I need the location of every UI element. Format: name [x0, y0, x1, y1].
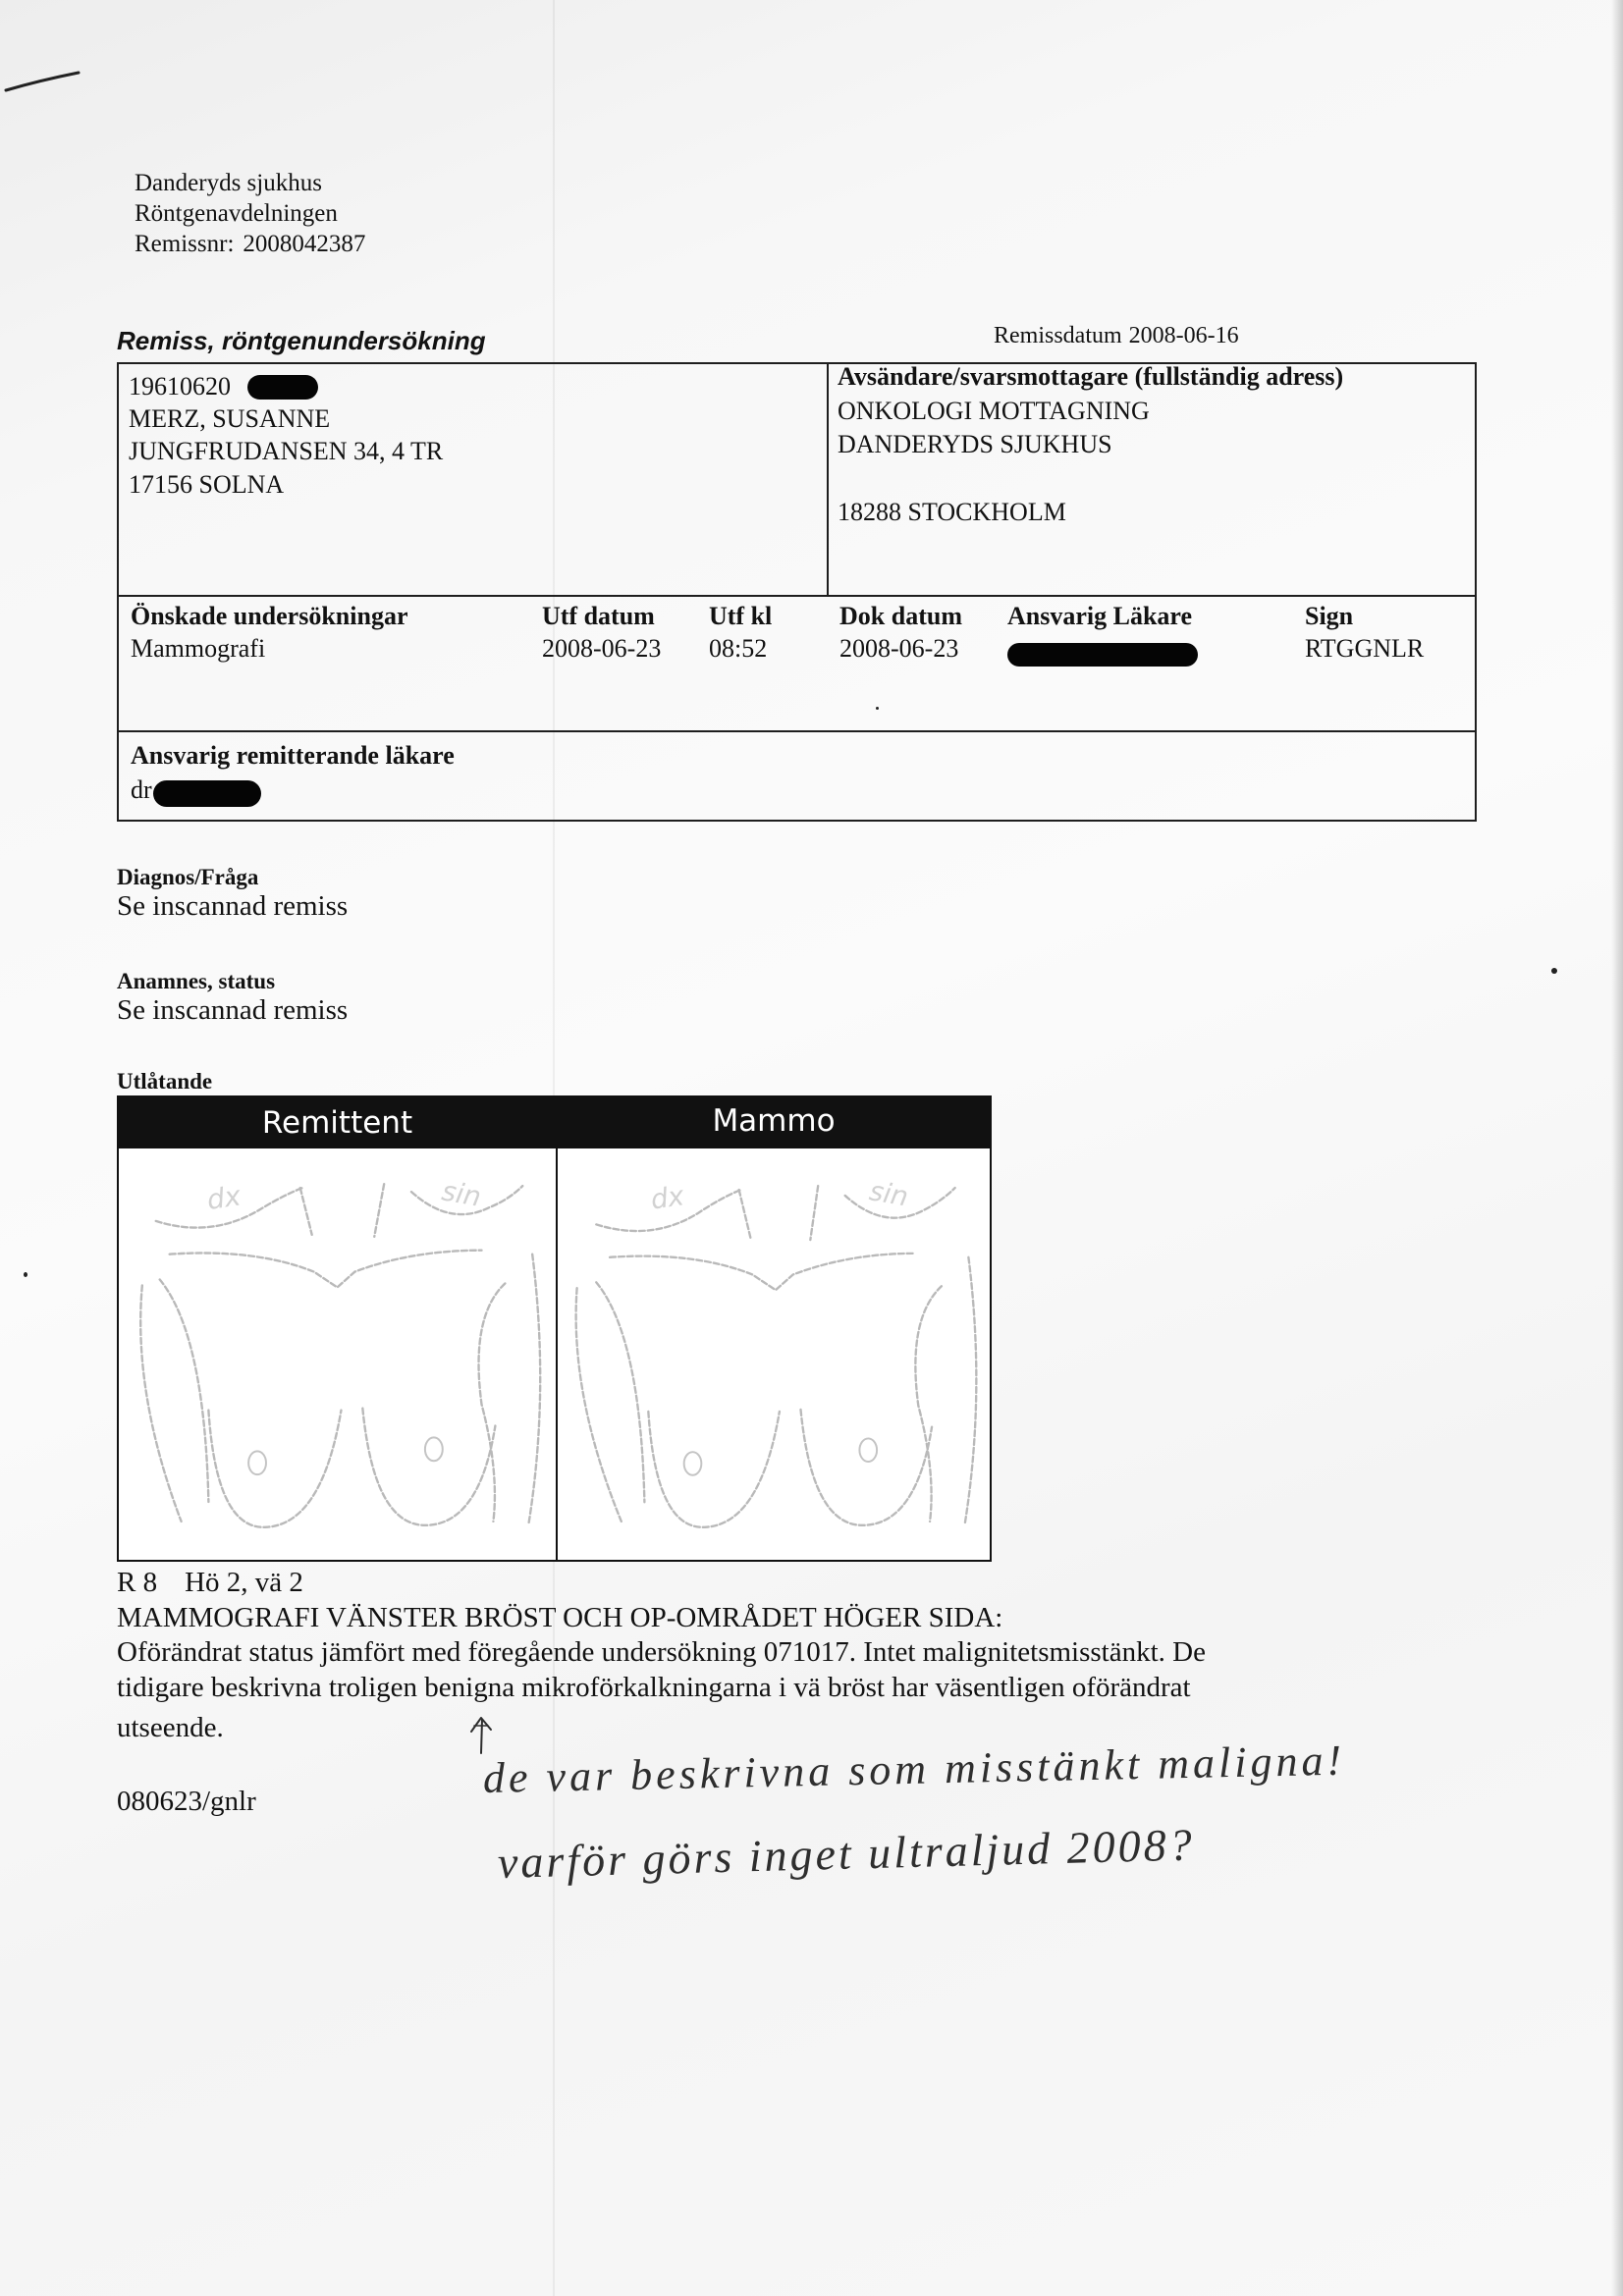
- scan-speck: [24, 1272, 27, 1277]
- referring-doctor-label: Ansvarig remitterande läkare: [131, 741, 455, 770]
- pen-stroke-mark: [0, 59, 88, 98]
- report-rating-line: [117, 1566, 303, 1600]
- left-breast-outline: [801, 1410, 933, 1525]
- chest-line: [610, 1254, 914, 1290]
- utf-kl-value: 08:52: [709, 634, 768, 663]
- redaction-referring-doctor: [153, 780, 261, 807]
- right-arm-inner-line: [596, 1282, 644, 1502]
- sender-heading: Avsändare/svarsmottagare (fullständig adress): [838, 362, 1344, 391]
- side-label-right-breast: dx: [204, 1179, 243, 1216]
- department-name: Röntgenavdelningen: [135, 200, 338, 227]
- utf-kl-label: Utf kl: [709, 602, 773, 630]
- left-arm-outer-line: [964, 1257, 976, 1525]
- remiss-date: [994, 322, 1239, 350]
- remiss-date-label: Remissdatum: [994, 323, 1122, 348]
- side-label-right-breast: dx: [648, 1180, 686, 1216]
- remiss-number: [135, 230, 365, 259]
- scan-speck: [1551, 968, 1557, 974]
- table-divider-row1: [117, 595, 1477, 597]
- right-nipple-mark: [248, 1451, 266, 1474]
- handwritten-note-line1: de var beskrivna som misstänkt maligna!: [482, 1735, 1346, 1802]
- side-label-left-breast: sin: [439, 1174, 484, 1213]
- neck-left-line: [300, 1188, 312, 1235]
- panel-label-mammo: Mammo: [712, 1103, 836, 1139]
- breast-diagram: [117, 1095, 992, 1562]
- table-divider-vertical: [827, 362, 829, 596]
- report-signature: 080623/gnlr: [117, 1786, 256, 1817]
- chest-line: [170, 1251, 482, 1288]
- remiss-date-value: 2008-06-16: [1128, 323, 1239, 348]
- requested-exams-value: Mammografi: [131, 634, 266, 663]
- dok-datum-label: Dok datum: [839, 602, 962, 630]
- right-arm-outer-line: [576, 1288, 622, 1522]
- form-title: Remiss, röntgenundersökning: [117, 326, 486, 355]
- patient-postal: 17156 SOLNA: [129, 470, 285, 499]
- left-arm-inner-line: [915, 1286, 942, 1522]
- sender-postal: 18288 STOCKHOLM: [838, 498, 1066, 526]
- remittent-body-sketch: [119, 1148, 556, 1560]
- redaction-responsible-doctor: [1007, 643, 1198, 667]
- handwritten-arrow-icon: [461, 1712, 501, 1757]
- sender-hospital: DANDERYDS SJUKHUS: [838, 430, 1112, 458]
- left-arm-inner-line: [479, 1283, 506, 1521]
- report-body-line: utseende.: [117, 1712, 224, 1743]
- report-rating: R 8: [117, 1567, 158, 1598]
- sender-department: ONKOLOGI MOTTAGNING: [838, 397, 1150, 425]
- redaction-patient-id: [247, 375, 318, 400]
- anamnes-label: Anamnes, status: [117, 969, 276, 993]
- right-breast-outline: [208, 1411, 341, 1527]
- neck-right-line: [810, 1186, 818, 1240]
- patient-street: JUNGFRUDANSEN 34, 4 TR: [129, 437, 444, 465]
- utf-datum-label: Utf datum: [542, 602, 655, 630]
- dok-datum-value: 2008-06-23: [839, 634, 959, 663]
- report-body-line: Oförändrat status jämfört med föregående undersökning 071017. Intet malignitetsmisstänkt. De: [117, 1636, 1206, 1668]
- left-nipple-mark: [859, 1438, 877, 1462]
- sign-label: Sign: [1305, 602, 1354, 630]
- side-label-left-breast: sin: [867, 1175, 911, 1213]
- patient-id: 19610620: [129, 372, 231, 400]
- right-arm-outer-line: [140, 1285, 181, 1521]
- table-divider-row2: [117, 730, 1477, 732]
- right-arm-inner-line: [160, 1280, 209, 1502]
- right-nipple-mark: [684, 1452, 702, 1475]
- hospital-name: Danderyds sjukhus: [135, 170, 322, 196]
- right-breast-outline: [648, 1412, 780, 1527]
- handwritten-note-line2: varför görs inget ultraljud 2008?: [497, 1819, 1196, 1888]
- neck-right-line: [374, 1184, 384, 1237]
- panel-label-remittent: Remittent: [261, 1105, 413, 1141]
- left-nipple-mark: [425, 1437, 443, 1461]
- utf-datum-value: 2008-06-23: [542, 634, 662, 663]
- report-density: Hö 2, vä 2: [185, 1567, 303, 1598]
- referring-doctor-prefix: dr: [131, 775, 152, 804]
- left-breast-outline: [362, 1409, 495, 1525]
- utlatande-label: Utlåtande: [117, 1069, 213, 1094]
- patient-name: MERZ, SUSANNE: [129, 404, 331, 433]
- diagnos-label: Diagnos/Fråga: [117, 865, 259, 889]
- responsible-doctor-label: Ansvarig Läkare: [1007, 602, 1193, 630]
- anamnes-value: Se inscannad remiss: [117, 994, 349, 1026]
- neck-left-line: [739, 1190, 751, 1238]
- report-heading: MAMMOGRAFI VÄNSTER BRÖST OCH OP-OMRÅDET HÖGER SIDA:: [117, 1602, 1003, 1633]
- requested-exams-label: Önskade undersökningar: [131, 602, 408, 630]
- mammo-body-sketch: [558, 1148, 990, 1560]
- left-arm-outer-line: [528, 1255, 540, 1525]
- remiss-number-value: 2008042387: [243, 231, 366, 257]
- sign-value: RTGGNLR: [1305, 634, 1425, 663]
- scan-edge-shadow: [1611, 0, 1623, 2296]
- remiss-number-label: Remissnr:: [135, 231, 235, 257]
- diagnos-value: Se inscannad remiss: [117, 890, 349, 922]
- report-body-line: tidigare beskrivna troligen benigna mikroförkalkningarna i vä bröst har väsentligen oförändrat: [117, 1672, 1191, 1703]
